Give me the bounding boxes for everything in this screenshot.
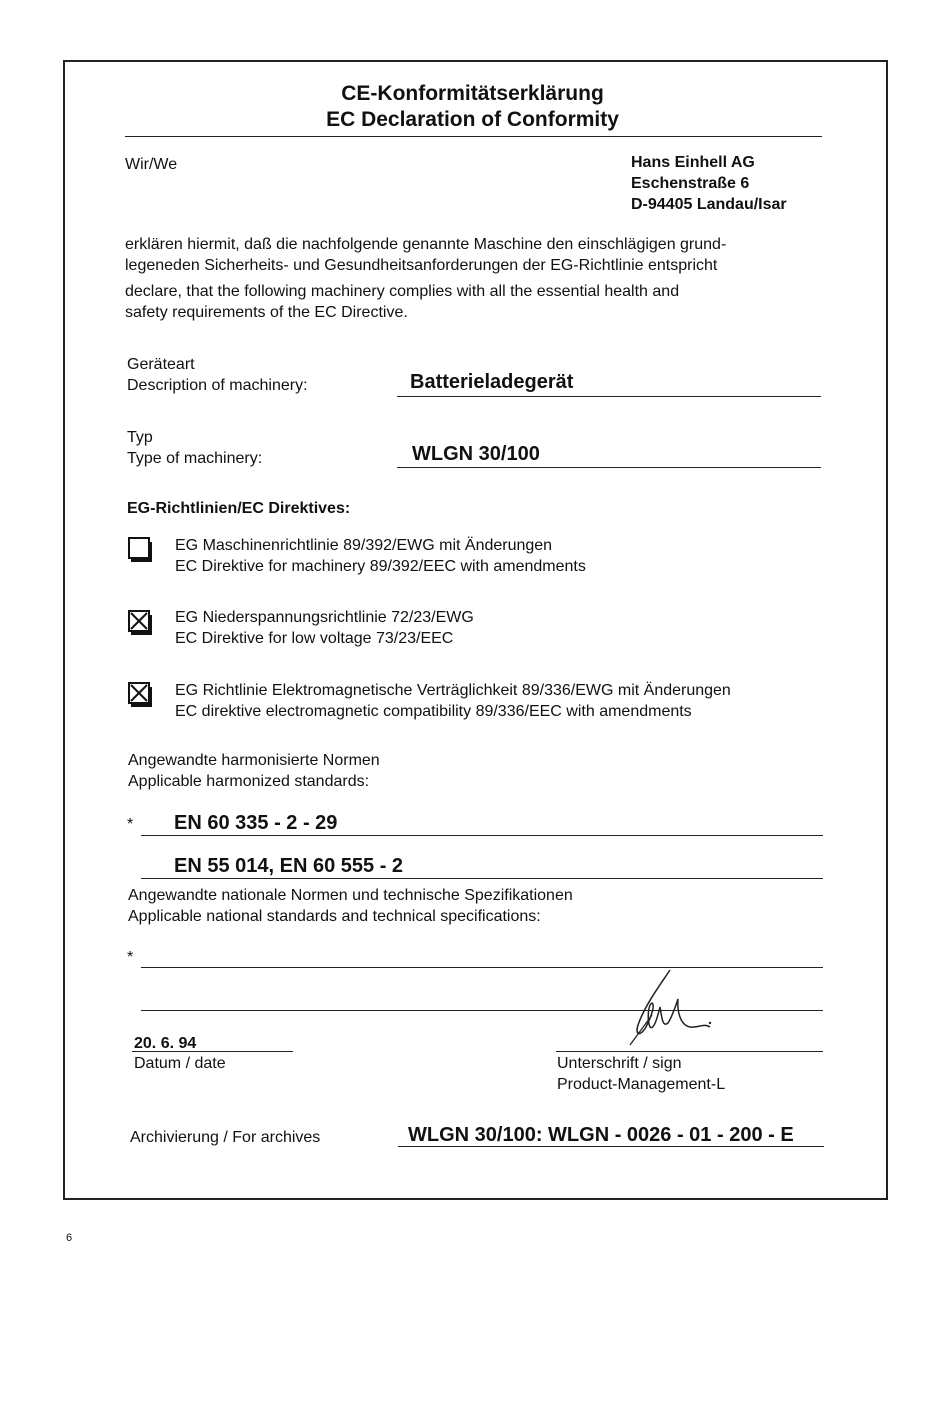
harmonized-standard-2: EN 55 014, EN 60 555 - 2 — [174, 855, 404, 877]
type-label-de: Typ — [127, 429, 153, 446]
directive-machinery-en: EC Direktive for machinery 89/392/EEC with amendments — [175, 558, 586, 575]
standard-1-underline — [141, 835, 823, 836]
checkbox-checked-icon — [128, 682, 154, 708]
national-asterisk: * — [127, 949, 134, 966]
machine-underline — [397, 396, 821, 397]
harmonized-label-en: Applicable harmonized standards: — [128, 773, 370, 790]
type-value: WLGN 30/100 — [412, 443, 540, 465]
type-underline — [397, 467, 821, 468]
date-underline — [132, 1051, 293, 1052]
signature-role: Product-Management-L — [557, 1076, 726, 1093]
national-label-de: Angewandte nationale Normen und technische Spezifikationen — [128, 887, 573, 904]
company-street: Eschenstraße 6 — [631, 175, 750, 192]
harmonized-standard-1: EN 60 335 - 2 - 29 — [174, 812, 338, 834]
directive-low-voltage-de: EG Niederspannungsrichtlinie 72/23/EWG — [175, 609, 474, 626]
title-de: CE-Konformitätserklärung — [341, 82, 604, 105]
archive-value: WLGN 30/100: WLGN - 0026 - 01 - 200 - E — [408, 1124, 794, 1146]
type-label-en: Type of machinery: — [127, 450, 263, 467]
declaration-de-line2: legeneden Sicherheits- und Gesundheitsanforderungen der EG-Richtlinie entspricht — [125, 257, 718, 274]
declaration-de-line1: erklären hiermit, daß die nachfolgende genannte Maschine den einschlägigen grund- — [125, 236, 727, 253]
title-en: EC Declaration of Conformity — [326, 108, 619, 131]
signature-label: Unterschrift / sign — [557, 1055, 682, 1072]
machine-value: Batterieladegerät — [410, 371, 574, 393]
checkbox-directive-emc — [128, 682, 154, 713]
we-label: Wir/We — [125, 156, 178, 173]
archive-label: Archivierung / For archives — [130, 1129, 321, 1146]
directive-low-voltage-en: EC Direktive for low voltage 73/23/EEC — [175, 630, 454, 647]
signature-underline — [556, 1051, 823, 1052]
page-number: 6 — [66, 1232, 73, 1244]
machine-label-en: Description of machinery: — [127, 377, 308, 394]
title-divider — [125, 136, 822, 137]
checkbox-checked-icon — [128, 610, 154, 636]
harmonized-asterisk: * — [127, 816, 134, 833]
date-value: 20. 6. 94 — [134, 1035, 197, 1052]
signature-mark — [600, 965, 730, 1055]
declaration-en-line1: declare, that the following machinery complies with all the essential health and — [125, 283, 680, 300]
checkbox-directive-machinery — [128, 537, 154, 568]
national-label-en: Applicable national standards and technical specifications: — [128, 908, 541, 925]
checkbox-empty-icon — [128, 537, 154, 563]
date-label: Datum / date — [134, 1055, 226, 1072]
checkbox-directive-low-voltage — [128, 610, 154, 641]
directive-machinery-de: EG Maschinenrichtlinie 89/392/EWG mit Änderungen — [175, 537, 553, 554]
declaration-en-line2: safety requirements of the EC Directive. — [125, 304, 408, 321]
company-city: D-94405 Landau/Isar — [631, 196, 787, 213]
harmonized-label-de: Angewandte harmonisierte Normen — [128, 752, 380, 769]
standard-2-underline — [141, 878, 823, 879]
directive-emc-de: EG Richtlinie Elektromagnetische Verträglichkeit 89/336/EWG mit Änderungen — [175, 682, 731, 699]
directive-emc-en: EC direktive electromagnetic compatibility 89/336/EEC with amendments — [175, 703, 692, 720]
directives-heading: EG-Richtlinien/EC Direktives: — [127, 500, 351, 517]
machine-label-de: Geräteart — [127, 356, 195, 373]
company-name: Hans Einhell AG — [631, 154, 755, 171]
archive-underline — [398, 1146, 824, 1147]
